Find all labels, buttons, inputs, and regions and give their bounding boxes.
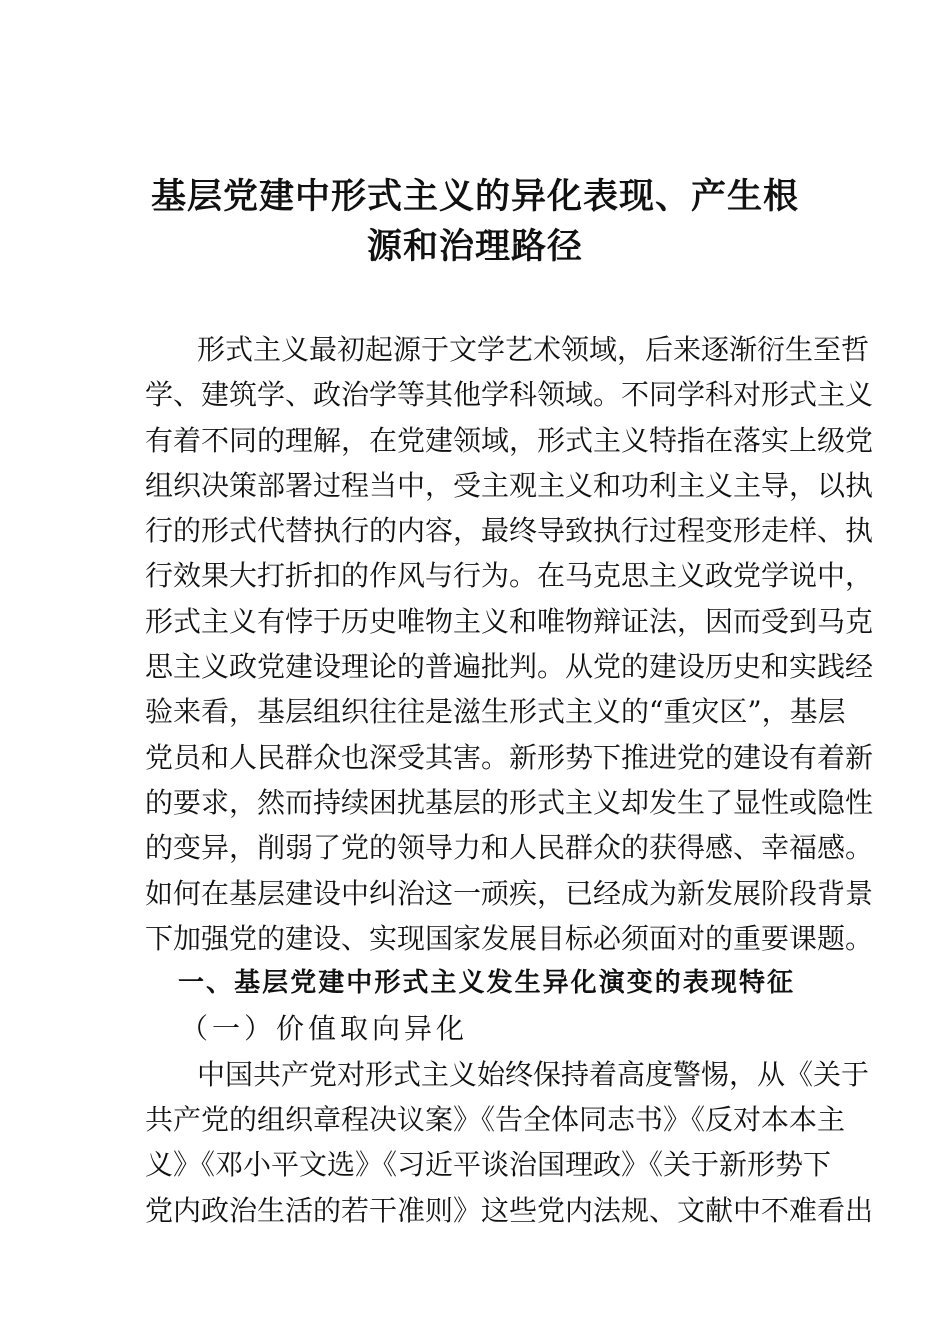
- subsection-heading: （一）价值取向异化: [180, 1012, 469, 1046]
- intro-line: 党员和人民群众也深受其害。新形势下推进党的建设有着新: [145, 740, 874, 774]
- intro-line: 的变异，削弱了党的领导力和人民群众的获得感、幸福感。: [145, 831, 874, 865]
- intro-line: 有着不同的理解，在党建领域，形式主义特指在落实上级党: [145, 423, 874, 457]
- intro-line: 组织决策部署过程当中，受主观主义和功利主义主导，以执: [145, 468, 874, 502]
- intro-line: 下加强党的建设、实现国家发展目标必须面对的重要课题。: [145, 921, 874, 955]
- intro-line: 形式主义最初起源于文学艺术领域，后来逐渐衍生至哲: [197, 333, 870, 366]
- intro-line: 的要求，然而持续困扰基层的形式主义却发生了显性或隐性: [145, 785, 874, 819]
- intro-line: 行效果大打折扣的作风与行为。在马克思主义政党学说中，: [145, 559, 874, 593]
- intro-line: 思主义政党建设理论的普遍批判。从党的建设历史和实践经: [145, 650, 874, 684]
- intro-line: 验来看，基层组织往往是滋生形式主义的“重灾区”，基层: [145, 695, 846, 729]
- intro-line: 学、建筑学、政治学等其他学科领域。不同学科对形式主义: [145, 378, 874, 412]
- document-title-line-1: 基层党建中形式主义的异化表现、产生根: [150, 176, 799, 217]
- intro-line: 形式主义有悖于历史唯物主义和唯物辩证法，因而受到马克: [145, 604, 874, 638]
- document-body: [145, 327, 874, 1233]
- section-heading: 一、基层党建中形式主义发生异化演变的表现特征: [178, 968, 793, 999]
- section-line: 义》《邓小平文选》《习近平谈治国理政》《关于新形势下: [145, 1148, 832, 1182]
- section-line: 中国共产党对形式主义始终保持着高度警惕，从《关于: [197, 1057, 870, 1091]
- intro-line: 如何在基层建设中纠治这一顽疾，已经成为新发展阶段背景: [145, 876, 874, 910]
- section-line: 党内政治生活的若干准则》这些党内法规、文献中不难看出: [145, 1193, 874, 1227]
- section-line: 共产党的组织章程决议案》《告全体同志书》《反对本本主: [145, 1103, 846, 1137]
- document-title-line-2: 源和治理路径: [366, 226, 583, 267]
- intro-line: 行的形式代替执行的内容，最终导致执行过程变形走样、执: [145, 514, 874, 548]
